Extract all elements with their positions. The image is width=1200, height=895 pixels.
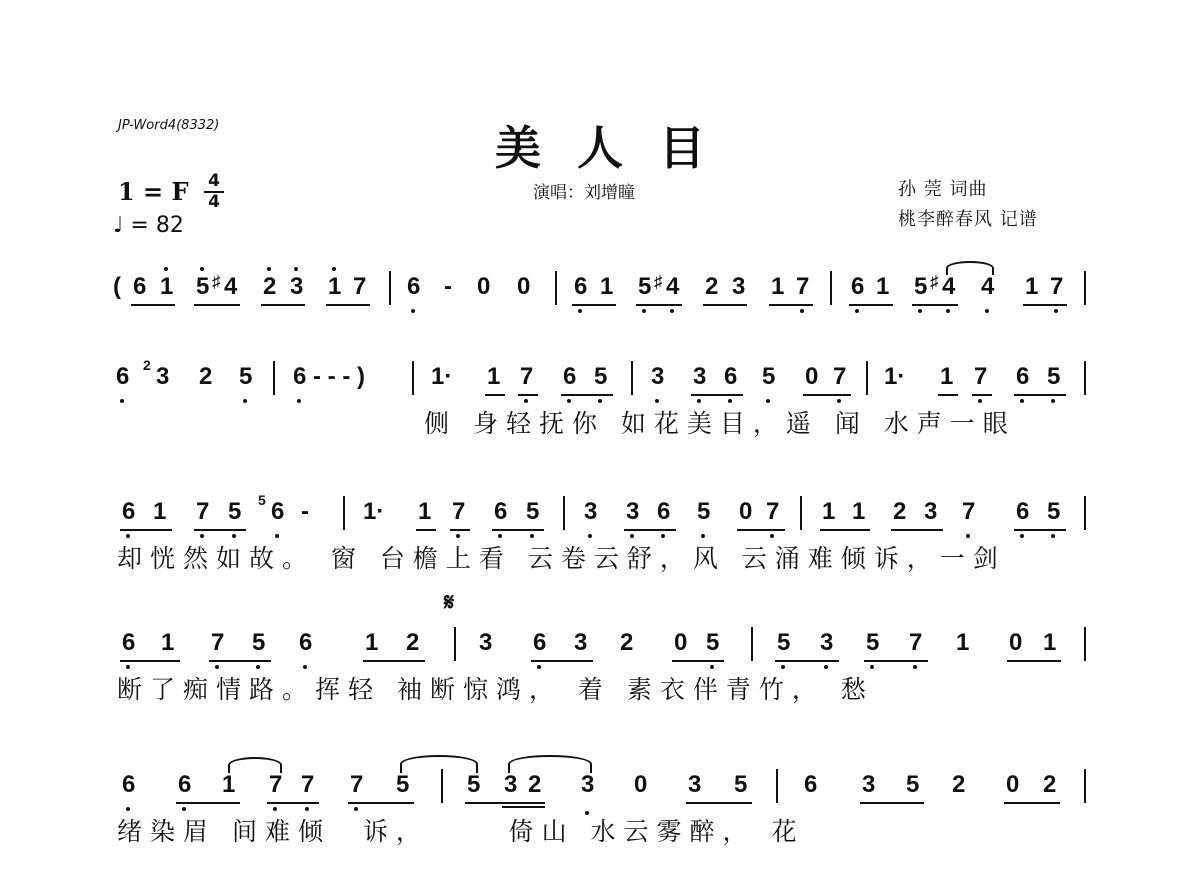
note: 7 [452, 498, 466, 525]
low-dot [215, 665, 219, 669]
low-dot [824, 665, 828, 669]
underline [465, 802, 545, 804]
low-dot [1020, 399, 1024, 403]
note: 0 [634, 771, 648, 798]
low-dot [524, 399, 528, 403]
low-dot [275, 534, 279, 538]
note: 1 [771, 273, 785, 300]
underline [891, 529, 943, 531]
note: - - - ) [313, 363, 365, 390]
note: 6 [1016, 363, 1030, 390]
note: 5 [762, 363, 776, 390]
low-dot [655, 399, 659, 403]
note: 7 [196, 498, 210, 525]
notes-row [0, 357, 1200, 397]
note: 3 [584, 498, 598, 525]
underline [492, 529, 544, 531]
note: 1 [160, 273, 174, 300]
low-dot [578, 309, 582, 313]
low-dot [800, 309, 804, 313]
underline [120, 660, 180, 662]
barline [800, 496, 802, 530]
underline [502, 806, 545, 808]
low-dot [182, 807, 186, 811]
low-dot [530, 534, 534, 538]
low-dot [985, 309, 989, 313]
note: 1 [956, 629, 970, 656]
underline [775, 660, 839, 662]
notes-row [0, 765, 1200, 805]
note: 1 [365, 629, 379, 656]
underline [572, 304, 616, 306]
underline [531, 660, 593, 662]
note: 1· [431, 363, 453, 390]
low-dot [766, 399, 770, 403]
score-line-2 [0, 357, 1200, 487]
underline [691, 394, 743, 396]
underline [769, 304, 813, 306]
underline [261, 304, 305, 306]
note: 3 [479, 629, 493, 656]
note: 6 [724, 363, 738, 390]
note: 6 [293, 363, 307, 390]
barline [1084, 627, 1086, 661]
tempo-value: = 82 [130, 213, 184, 238]
note: 2 [893, 498, 907, 525]
note: 6 [804, 771, 818, 798]
note: 6 [851, 273, 865, 300]
low-dot [701, 534, 705, 538]
note: 5 [526, 498, 540, 525]
key-signature: 1 = F [118, 177, 189, 206]
note: 3 [290, 273, 304, 300]
note: 5 [906, 771, 920, 798]
high-dot [164, 267, 168, 271]
low-dot [537, 665, 541, 669]
underline [1014, 394, 1066, 396]
low-dot [273, 807, 277, 811]
note: 5 [228, 498, 242, 525]
note: 4 [981, 273, 995, 300]
note: 0 [517, 273, 531, 300]
composer-credit: 孙 莞 词曲 [898, 179, 988, 200]
underline [703, 304, 747, 306]
score-line-5 [0, 765, 1200, 895]
note: 5 [734, 771, 748, 798]
note: 1 [1043, 629, 1057, 656]
low-dot [1051, 534, 1055, 538]
note: 4 [224, 273, 238, 300]
note: 5 [1047, 363, 1061, 390]
barline [866, 361, 868, 395]
underline [1004, 802, 1060, 804]
sharp-icon: ♯ [212, 272, 221, 291]
low-dot [855, 309, 859, 313]
note: 6 [122, 498, 136, 525]
high-dot [200, 267, 204, 271]
low-dot [498, 534, 502, 538]
low-dot [710, 665, 714, 669]
note: 3 [581, 771, 595, 798]
note: 6 [271, 498, 285, 525]
note: 7 [833, 363, 847, 390]
low-dot [456, 534, 460, 538]
note: 5 [866, 629, 880, 656]
barline [1084, 271, 1086, 305]
time-signature [204, 172, 224, 212]
note: 3 [504, 771, 518, 798]
note: 0 [1009, 629, 1023, 656]
note: 0 [1006, 771, 1020, 798]
low-dot [120, 399, 124, 403]
underline [864, 660, 928, 662]
underline [938, 394, 958, 396]
note: 5 [239, 363, 253, 390]
note: 1 [487, 363, 501, 390]
note: 0 [674, 629, 688, 656]
barline [389, 271, 391, 305]
barline [454, 627, 456, 661]
low-dot [1020, 534, 1024, 538]
note: - [301, 498, 309, 525]
transcriber-credit: 桃李醉春风 记谱 [898, 209, 1038, 230]
barline [412, 361, 414, 395]
note: 5 [914, 273, 928, 300]
note: 5 [467, 771, 481, 798]
sharp-icon: ♯ [654, 272, 663, 291]
note: 1 [822, 498, 836, 525]
low-dot [642, 309, 646, 313]
score-line-3 [0, 492, 1200, 622]
underline [972, 394, 992, 396]
singer-credit: 演唱：刘增瞳 [533, 183, 635, 203]
note: 3 [156, 363, 170, 390]
note: 3 [626, 498, 640, 525]
underline [737, 529, 785, 531]
note: 3 [862, 771, 876, 798]
note: 2 [528, 771, 542, 798]
note: 1 [328, 273, 342, 300]
high-dot [332, 267, 336, 271]
barline [273, 361, 275, 395]
barline [1084, 769, 1086, 803]
note: 7 [796, 273, 810, 300]
barline [1084, 361, 1086, 395]
low-dot [243, 399, 247, 403]
note: 7 [974, 363, 988, 390]
low-dot [126, 534, 130, 538]
note: 1 [600, 273, 614, 300]
note: 5 [396, 771, 410, 798]
low-dot [770, 534, 774, 538]
note: 3 [574, 629, 588, 656]
low-dot [946, 309, 950, 313]
low-dot [630, 534, 634, 538]
note: 6 [1016, 498, 1030, 525]
low-dot [1051, 399, 1055, 403]
underline [636, 304, 682, 306]
barline [343, 496, 345, 530]
barline [631, 361, 633, 395]
note: 6 [178, 771, 192, 798]
underline [363, 660, 425, 662]
note: 2 [1043, 771, 1057, 798]
note: - [444, 273, 452, 300]
note: 3 [732, 273, 746, 300]
quarter-note-icon: ♩ [113, 213, 124, 238]
underline [131, 304, 175, 306]
note: 1 [1025, 273, 1039, 300]
low-dot [303, 665, 307, 669]
barline [751, 627, 753, 661]
low-dot [837, 399, 841, 403]
underline [624, 529, 676, 531]
note: 0 [739, 498, 753, 525]
score-line-4 [0, 623, 1200, 753]
notes-row [0, 492, 1200, 532]
note: 5 [196, 273, 210, 300]
tie [946, 261, 994, 275]
grace-note: 2 [143, 357, 151, 373]
note: 6 [407, 273, 421, 300]
lyrics-line: 却恍然如故。 窗 台檐上看 云卷云舒，风 云涌难倾诉，一剑 [117, 544, 1006, 573]
time-signature-top: 4 [208, 171, 220, 191]
note: 7 [350, 771, 364, 798]
high-dot [267, 267, 271, 271]
underline [820, 529, 870, 531]
low-dot [781, 665, 785, 669]
note: 6 [122, 629, 136, 656]
barline [563, 496, 565, 530]
low-dot [913, 665, 917, 669]
source-label: JP-Word4(8332) [118, 118, 220, 133]
note: 7 [1050, 273, 1064, 300]
low-dot [598, 399, 602, 403]
note: 7 [269, 771, 283, 798]
underline [1007, 660, 1061, 662]
note: 1 [418, 498, 432, 525]
lyrics-line: 断了痴情路。挥轻 袖断惊鸿， 着 素衣伴青竹， 愁 [117, 675, 874, 704]
underline [803, 394, 851, 396]
underline [686, 802, 752, 804]
time-signature-bottom: 4 [204, 191, 224, 212]
underline [194, 304, 240, 306]
song-title: 美人目 [495, 121, 741, 175]
note: 3 [924, 498, 938, 525]
tie [508, 755, 592, 773]
note: 2 [263, 273, 277, 300]
low-dot [966, 534, 970, 538]
note: 6 [494, 498, 508, 525]
note: 7 [909, 629, 923, 656]
note: 5 [697, 498, 711, 525]
note: 4 [666, 273, 680, 300]
note: 2 [705, 273, 719, 300]
tempo-mark [113, 213, 184, 238]
tie [228, 757, 282, 773]
underline [860, 802, 924, 804]
underline [912, 304, 958, 306]
underline [485, 394, 505, 396]
underline [416, 529, 436, 531]
underline [176, 802, 240, 804]
barline [776, 769, 778, 803]
barline [830, 271, 832, 305]
note: 6 [563, 363, 577, 390]
open-paren: ( [113, 273, 121, 300]
note: 7 [520, 363, 534, 390]
low-dot [697, 399, 701, 403]
underline [209, 660, 271, 662]
note: 3 [651, 363, 665, 390]
underline [194, 529, 246, 531]
low-dot [200, 534, 204, 538]
note: 5 [706, 629, 720, 656]
note: 0 [477, 273, 491, 300]
low-dot [588, 534, 592, 538]
note: 5 [638, 273, 652, 300]
note: 1 [852, 498, 866, 525]
low-dot [232, 534, 236, 538]
note: 6 [657, 498, 671, 525]
underline [518, 394, 538, 396]
note: 6 [299, 629, 313, 656]
note: 5 [1047, 498, 1061, 525]
underline [120, 529, 172, 531]
note: 6 [122, 771, 136, 798]
segno-icon: 𝄋 [444, 588, 455, 616]
note: 7 [211, 629, 225, 656]
low-dot [670, 309, 674, 313]
note: 0 [805, 363, 819, 390]
note: 2 [620, 629, 634, 656]
underline [326, 304, 370, 306]
barline [555, 271, 557, 305]
low-dot [661, 534, 665, 538]
note: 3 [693, 363, 707, 390]
low-dot [978, 399, 982, 403]
note: 2 [199, 363, 213, 390]
barline [1084, 496, 1086, 530]
low-dot [918, 309, 922, 313]
low-dot [411, 309, 415, 313]
notes-row [0, 267, 1200, 307]
note: 7 [353, 273, 367, 300]
note: 3 [688, 771, 702, 798]
note: 1 [876, 273, 890, 300]
low-dot [256, 665, 260, 669]
note: 1· [884, 363, 906, 390]
lyrics-line: 绪染眉 间难倾 诉， 倚山 水云雾醉， 花 [117, 817, 805, 846]
note: 5 [777, 629, 791, 656]
underline [450, 529, 470, 531]
note: 1 [161, 629, 175, 656]
low-dot [126, 807, 130, 811]
low-dot [305, 807, 309, 811]
low-dot [1054, 309, 1058, 313]
grace-note: 5 [258, 492, 266, 508]
notes-row [0, 623, 1200, 663]
underline [1014, 529, 1066, 531]
low-dot [567, 399, 571, 403]
underline [561, 394, 613, 396]
low-dot [297, 399, 301, 403]
low-dot [354, 807, 358, 811]
low-dot [728, 399, 732, 403]
note: 1 [940, 363, 954, 390]
sharp-icon: ♯ [930, 272, 939, 291]
note: 6 [533, 629, 547, 656]
barline [441, 769, 443, 803]
underline [1023, 304, 1067, 306]
underline [672, 660, 724, 662]
note: 6 [133, 273, 147, 300]
note: 1· [363, 498, 385, 525]
note: 1 [222, 771, 236, 798]
note: 7 [301, 771, 315, 798]
underline [267, 802, 319, 804]
lyrics-line: 侧 身轻抚你 如花美目，遥 闻 水声一眼 [424, 409, 1016, 438]
underline [348, 802, 414, 804]
note: 2 [952, 771, 966, 798]
underline [849, 304, 893, 306]
low-dot [126, 665, 130, 669]
tie [400, 755, 478, 773]
note: 6 [116, 363, 130, 390]
note: 5 [252, 629, 266, 656]
note: 1 [153, 498, 167, 525]
low-dot [870, 665, 874, 669]
note: 4 [942, 273, 956, 300]
high-dot [294, 267, 298, 271]
note: 3 [820, 629, 834, 656]
note: 2 [406, 629, 420, 656]
note: 5 [594, 363, 608, 390]
note: 6 [574, 273, 588, 300]
note: 7 [766, 498, 780, 525]
note: 7 [962, 498, 976, 525]
